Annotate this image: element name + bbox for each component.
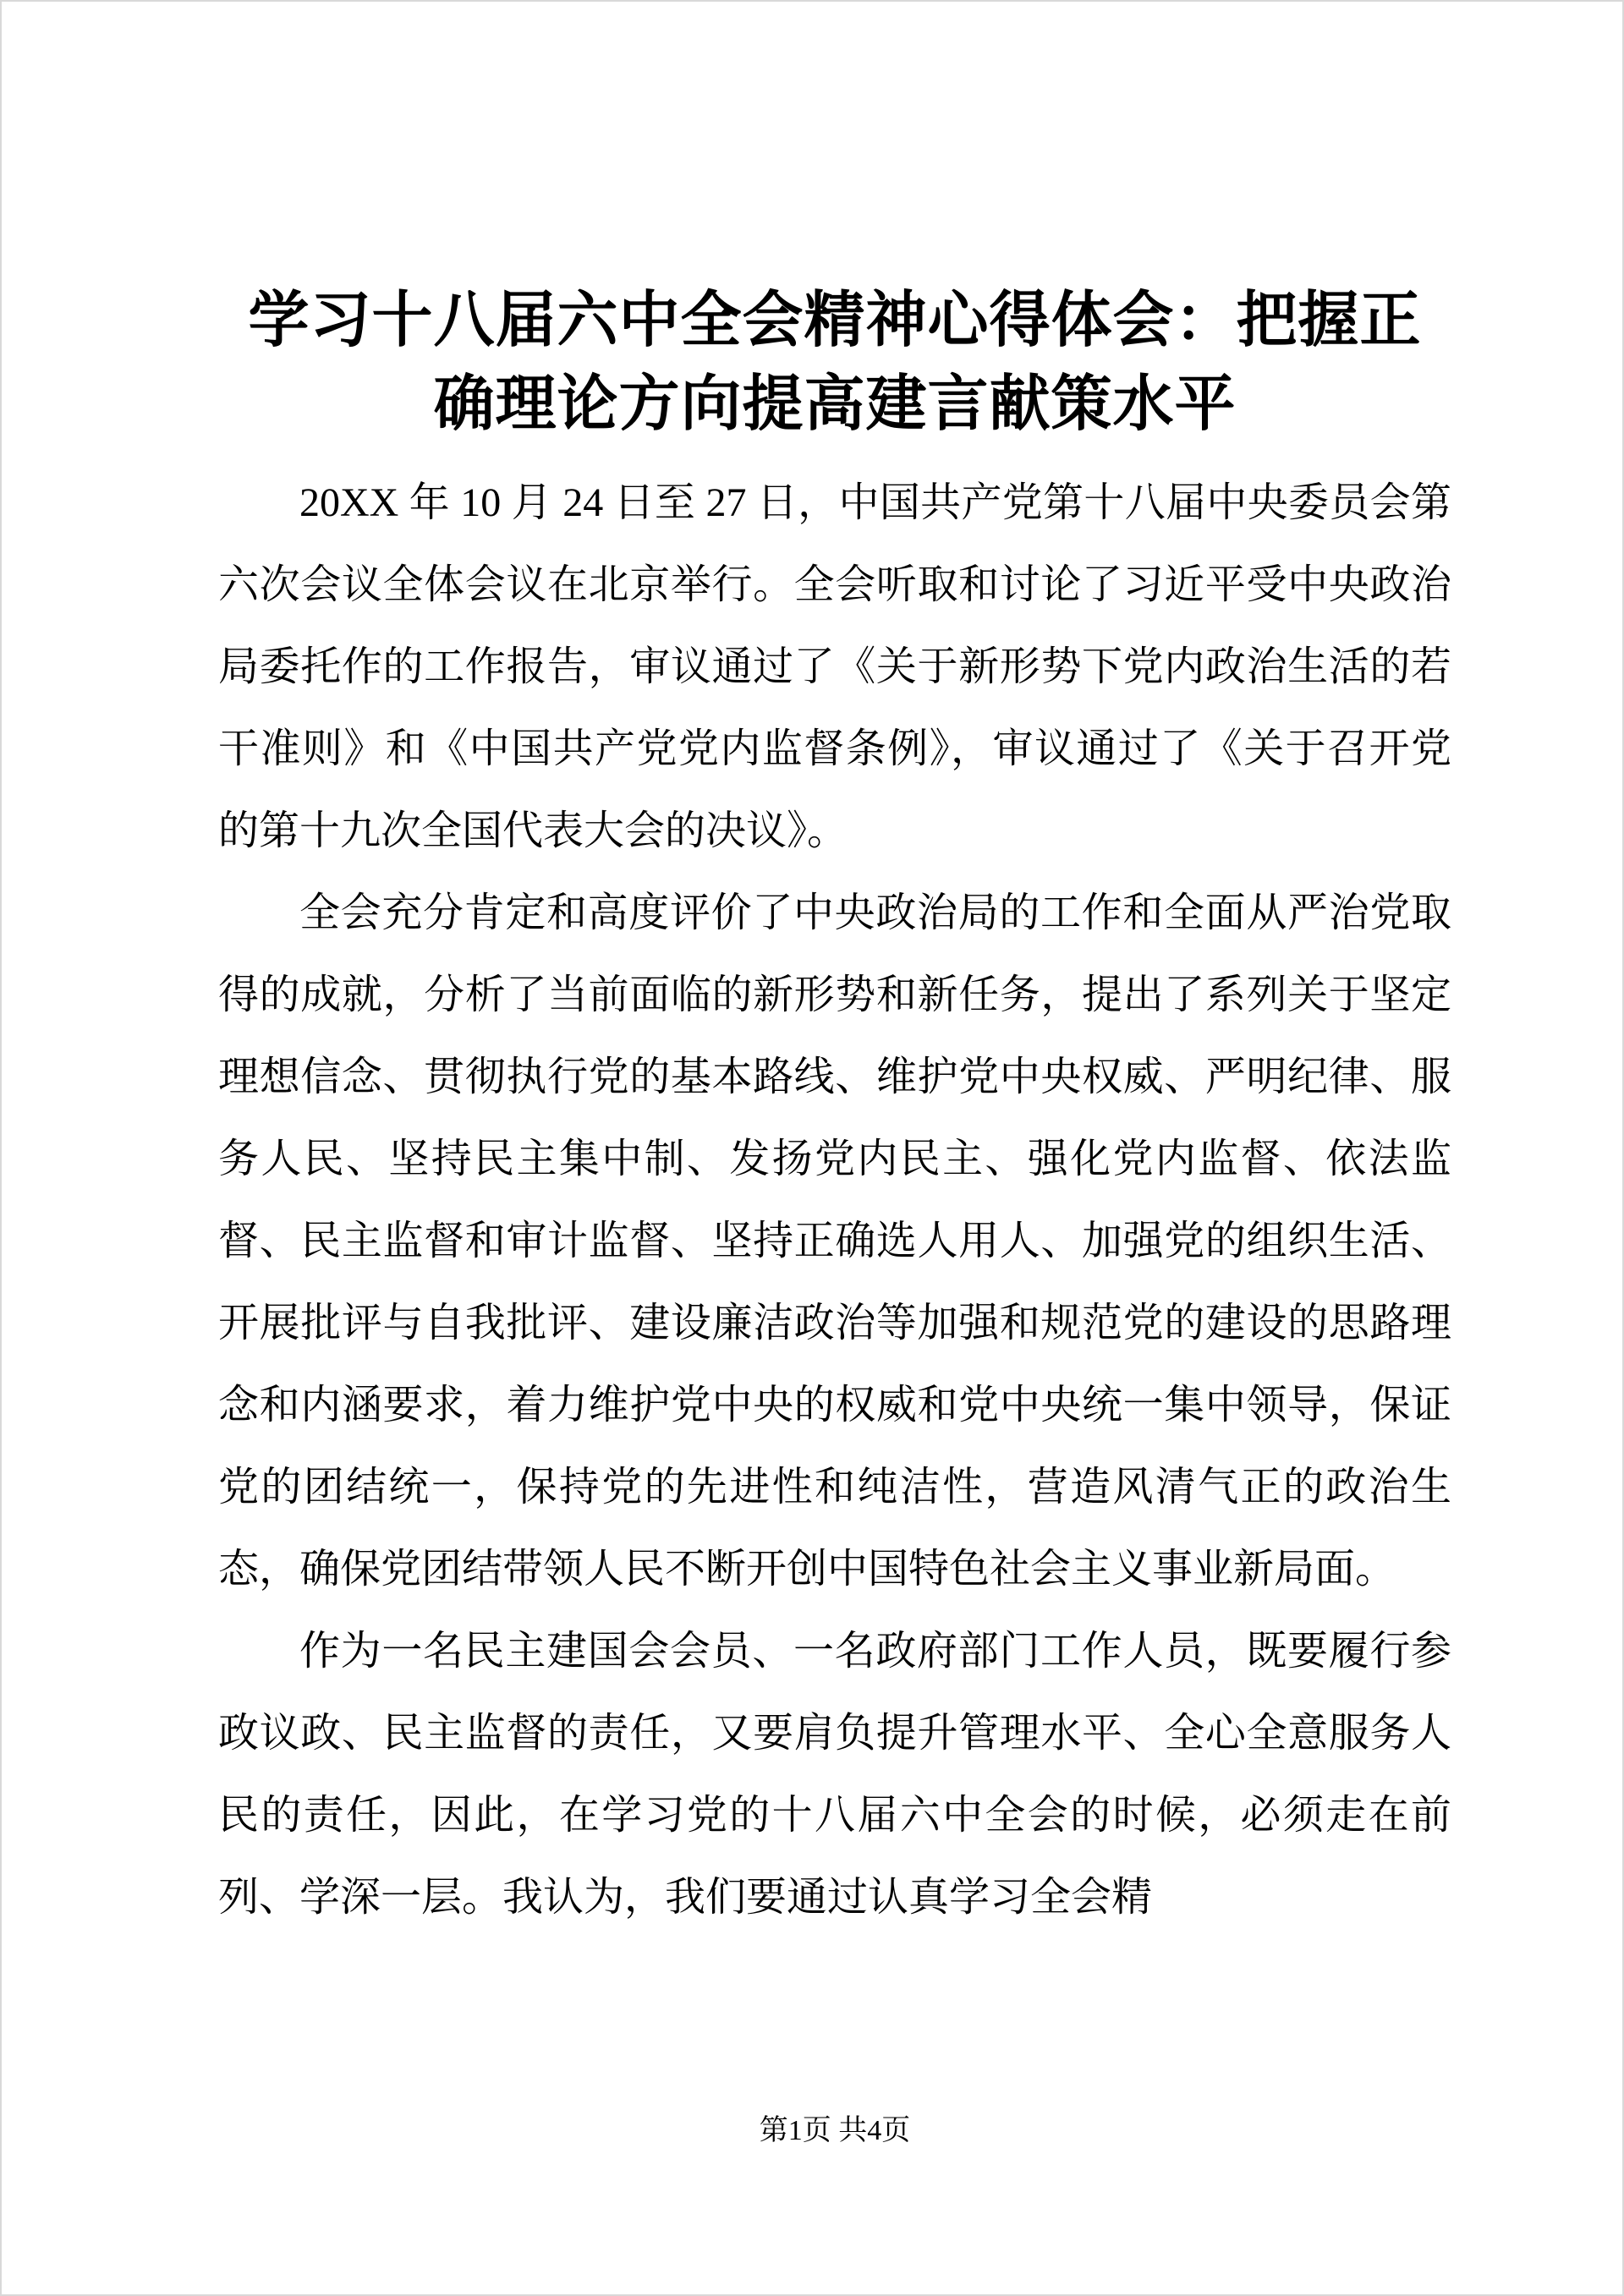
document-title: 学习十八届六中全会精神心得体会：把握正确理论方向提高建言献策水平	[248, 287, 1422, 438]
page-number-footer: 第1页 共4页	[759, 2115, 911, 2146]
paragraph: 20XX 年 10 月 24 日至 27 日，中国共产党第十八届中央委员会第六次会议全体会议在北京举行。全会听取和讨论了习近平受中央政治局委托作的工作报告，审议通过了《关于新形势下党内政治生活的若干准则》和《中国共产党党内监督条例》，审议通过了《关于召开党的第十九次全国代表大会的决议》。	[218, 480, 1451, 853]
paragraph: 全会充分肯定和高度评价了中央政治局的工作和全面从严治党取得的成就，分析了当前面临的新形势和新任务，提出了系列关于坚定理想信念、贯彻执行党的基本路线、维护党中央权威、严明纪律、服务人民、坚持民主集中制、发扬党内民主、强化党内监督、依法监督、民主监督和审计监督、坚持正确选人用人、加强党的组织生活、开展批评与自我批评、建设廉洁政治等加强和规范党的建设的思路理念和内涵要求，着力维护党中央的权威和党中央统一集中领导，保证党的团结统一，保持党的先进性和纯洁性，营造风清气正的政治生态，确保党团结带领人民不断开创中国特色社会主义事业新局面。	[218, 890, 1451, 1592]
paragraph: 作为一名民主建国会会员、一名政府部门工作人员，既要履行参政议政、民主监督的责任，又要肩负提升管理水平、全心全意服务人民的责任，因此，在学习党的十八届六中全会的时候，必须走在前列、学深一层。我认为，我们要通过认真学习全会精	[218, 1629, 1451, 1920]
document-body	[218, 279, 1451, 1938]
